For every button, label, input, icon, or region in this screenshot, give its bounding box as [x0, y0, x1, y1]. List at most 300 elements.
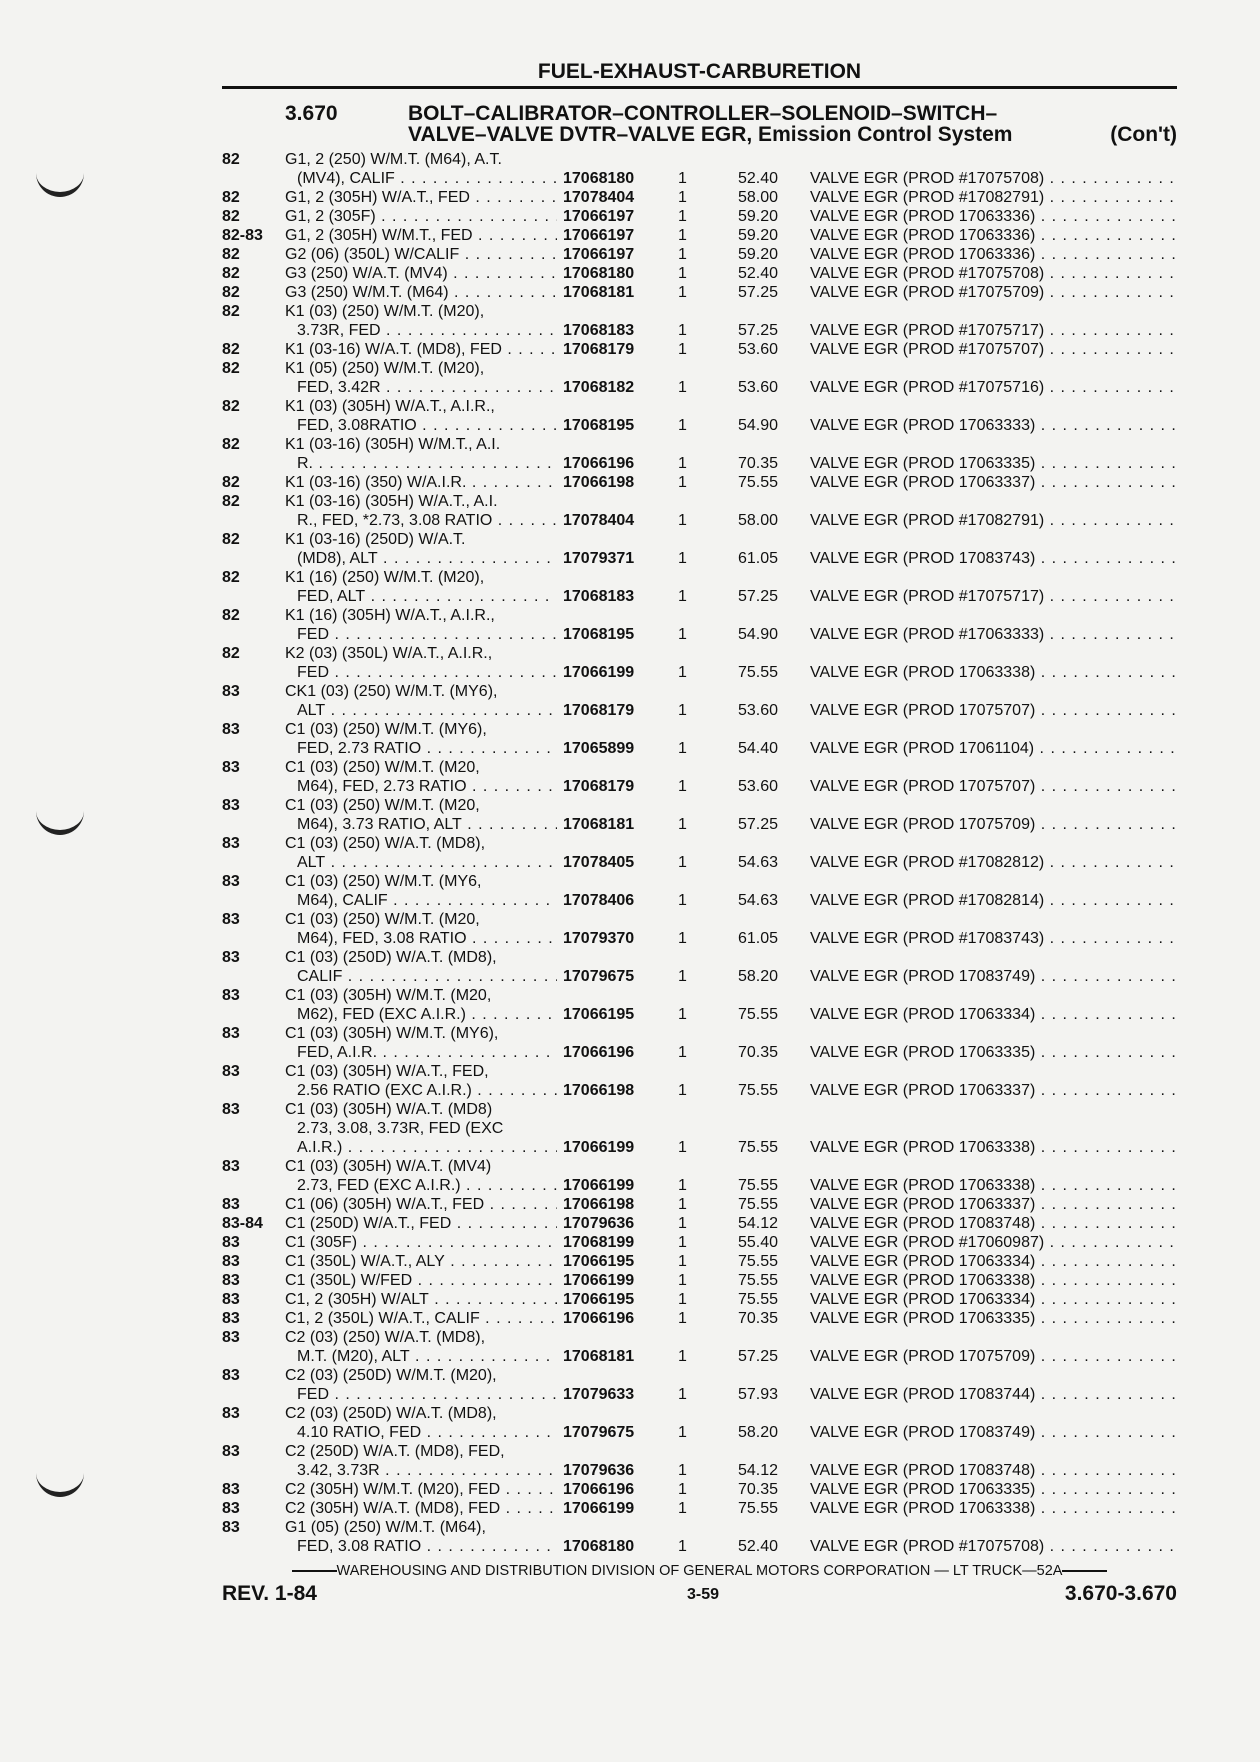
application-description [285, 1404, 557, 1423]
part-note-text: VALVE EGR (PROD 17083748) . . . [810, 1462, 1177, 1479]
part-entry-line [222, 1537, 1177, 1556]
description-text: C1 (03) (250) W/A.T. (MD8), [285, 835, 486, 852]
description-text: FED, ALT . . . [285, 588, 557, 605]
price: 70.35 [738, 455, 779, 472]
part-entry [222, 359, 1177, 397]
part-note [810, 1081, 1177, 1100]
model-year: 82 [222, 493, 240, 510]
part-note-text: VALVE EGR (PROD 17063336) . . . [810, 246, 1177, 263]
price: 54.90 [738, 626, 779, 643]
application-description [285, 777, 557, 796]
quantity: 1 [678, 550, 687, 567]
part-entry-line [222, 435, 1177, 454]
part-note [810, 1233, 1177, 1252]
application-description [285, 796, 557, 815]
description-text: C1, 2 (305H) W/ALT . . . [285, 1291, 557, 1308]
application-description [285, 1233, 557, 1252]
part-note [810, 1043, 1177, 1062]
application-description [285, 226, 557, 245]
part-note [810, 340, 1177, 359]
part-entry [222, 720, 1177, 758]
part-entry [222, 397, 1177, 435]
quantity: 1 [678, 588, 687, 605]
price: 54.12 [738, 1462, 779, 1479]
description-text: C1 (03) (250) W/M.T. (M20, [285, 911, 480, 928]
application-description [285, 891, 557, 910]
application-description [285, 1271, 557, 1290]
part-entry-line [222, 1252, 1177, 1271]
part-entry-line [222, 1043, 1177, 1062]
part-note [810, 625, 1177, 644]
continued-label: (Con't) [1110, 123, 1177, 146]
price: 75.55 [738, 474, 779, 491]
part-note-text: VALVE EGR (PROD #17075708) . . . [810, 1538, 1177, 1555]
description-text: C1 (03) (305H) W/A.T. (MD8) [285, 1101, 493, 1118]
model-year: 82 [222, 246, 240, 263]
part-entry-line [222, 1005, 1177, 1024]
part-entry-line [222, 302, 1177, 321]
part-number: 17065899 [563, 740, 635, 757]
quantity: 1 [678, 1538, 687, 1555]
footer [222, 1582, 1177, 1606]
description-text: 4.10 RATIO, FED . . . [285, 1424, 557, 1441]
part-number: 17079636 [563, 1462, 635, 1479]
part-entry-line [222, 1290, 1177, 1309]
part-number: 17068181 [563, 284, 635, 301]
footer-division-text: WAREHOUSING AND DISTRIBUTION DIVISION OF GENERAL MOTORS CORPORATION — LT TRUCK—52A [336, 1563, 1063, 1579]
application-description [285, 264, 557, 283]
part-entry-line [222, 910, 1177, 929]
quantity: 1 [678, 227, 687, 244]
part-entry-line [222, 758, 1177, 777]
part-note [810, 1309, 1177, 1328]
part-entry-line [222, 340, 1177, 359]
application-description [285, 416, 557, 435]
part-number: 17066198 [563, 1082, 635, 1099]
application-description [285, 340, 557, 359]
part-note-text: VALVE EGR (PROD #17082814) . . . [810, 892, 1177, 909]
part-number: 17066195 [563, 1006, 635, 1023]
model-year: 83 [222, 797, 240, 814]
part-entry [222, 1062, 1177, 1100]
price: 57.25 [738, 284, 779, 301]
part-note-text: VALVE EGR (PROD 17063334) . . . [810, 1006, 1177, 1023]
part-entry [222, 207, 1177, 226]
application-description [285, 1062, 557, 1081]
application-description [285, 1214, 557, 1233]
application-description [285, 663, 557, 682]
part-entry-line [222, 644, 1177, 663]
price: 75.55 [738, 1006, 779, 1023]
quantity: 1 [678, 1272, 687, 1289]
revision-label: REV. 1-84 [222, 1582, 317, 1605]
part-note [810, 815, 1177, 834]
description-text: C1, 2 (350L) W/A.T., CALIF . . . [285, 1310, 557, 1327]
part-entry-line [222, 1233, 1177, 1252]
part-entry-line [222, 492, 1177, 511]
part-number: 17078404 [563, 512, 635, 529]
model-year: 82 [222, 569, 240, 586]
description-text: K1 (03) (305H) W/A.T., A.I.R., [285, 398, 495, 415]
price: 57.25 [738, 322, 779, 339]
part-entry-line [222, 1100, 1177, 1119]
quantity: 1 [678, 1310, 687, 1327]
price: 52.40 [738, 1538, 779, 1555]
part-number: 17066196 [563, 1310, 635, 1327]
part-entry-line [222, 207, 1177, 226]
application-description [285, 682, 557, 701]
description-text: 2.73, FED (EXC A.I.R.) . . . [285, 1177, 557, 1194]
part-entry-line [222, 1138, 1177, 1157]
part-note-text: VALVE EGR (PROD 17063335) . . . [810, 1481, 1177, 1498]
part-note-text: VALVE EGR (PROD 17083748) . . . [810, 1215, 1177, 1232]
part-number: 17066199 [563, 664, 635, 681]
binder-hole-top [36, 170, 84, 197]
price: 75.55 [738, 1272, 779, 1289]
model-year: 83 [222, 1443, 240, 1460]
part-entry-line [222, 891, 1177, 910]
quantity: 1 [678, 892, 687, 909]
quantity: 1 [678, 1006, 687, 1023]
part-entry-line [222, 321, 1177, 340]
quantity: 1 [678, 740, 687, 757]
description-text: G1, 2 (305H) W/M.T., FED . . . [285, 227, 557, 244]
part-entry [222, 150, 1177, 188]
price: 58.20 [738, 1424, 779, 1441]
part-entry-line [222, 530, 1177, 549]
description-text: C2 (250D) W/A.T. (MD8), FED, [285, 1443, 505, 1460]
part-number: 17066196 [563, 1044, 635, 1061]
application-description [285, 435, 557, 454]
part-note-text: VALVE EGR (PROD 17063335) . . . [810, 1310, 1177, 1327]
part-entry-line [222, 777, 1177, 796]
part-entry [222, 1404, 1177, 1442]
description-text: C1 (305F) . . . [285, 1234, 557, 1251]
part-entry-line [222, 986, 1177, 1005]
application-description [285, 1537, 557, 1556]
description-text: C2 (305H) W/A.T. (MD8), FED . . . [285, 1500, 557, 1517]
part-note [810, 1005, 1177, 1024]
description-text: FED, 3.08RATIO . . . [285, 417, 557, 434]
part-entry [222, 1214, 1177, 1233]
price: 55.40 [738, 1234, 779, 1251]
model-year: 83 [222, 1253, 240, 1270]
model-year: 82 [222, 151, 240, 168]
part-entry-line [222, 1366, 1177, 1385]
part-entry [222, 872, 1177, 910]
part-entry-line [222, 948, 1177, 967]
price: 70.35 [738, 1481, 779, 1498]
part-entry-line [222, 283, 1177, 302]
part-number: 17066199 [563, 1272, 635, 1289]
part-note-text: VALVE EGR (PROD #17075716) . . . [810, 379, 1177, 396]
part-number: 17066196 [563, 1481, 635, 1498]
price: 53.60 [738, 778, 779, 795]
part-note-text: VALVE EGR (PROD 17063336) . . . [810, 208, 1177, 225]
description-text: CK1 (03) (250) W/M.T. (MY6), [285, 683, 498, 700]
quantity: 1 [678, 816, 687, 833]
part-number: 17066197 [563, 227, 635, 244]
description-text: FED, 2.73 RATIO . . . [285, 740, 557, 757]
part-entry-line [222, 853, 1177, 872]
part-number: 17079636 [563, 1215, 635, 1232]
description-text: G3 (250) W/A.T. (MV4) . . . [285, 265, 557, 282]
quantity: 1 [678, 1044, 687, 1061]
part-entry [222, 226, 1177, 245]
part-entry-line [222, 549, 1177, 568]
part-entry-line [222, 150, 1177, 169]
part-note-text: VALVE EGR (PROD #17082812) . . . [810, 854, 1177, 871]
part-note [810, 1499, 1177, 1518]
quantity: 1 [678, 1481, 687, 1498]
application-description [285, 644, 557, 663]
quantity: 1 [678, 474, 687, 491]
part-number: 17066199 [563, 1177, 635, 1194]
part-entry [222, 568, 1177, 606]
model-year: 83 [222, 1310, 240, 1327]
description-text: C1 (03) (305H) W/A.T. (MV4) [285, 1158, 492, 1175]
application-description [285, 1157, 557, 1176]
description-text: FED . . . [285, 1386, 557, 1403]
description-text: C1 (03) (250) W/M.T. (M20, [285, 797, 480, 814]
quantity: 1 [678, 1196, 687, 1213]
part-entry [222, 302, 1177, 340]
price: 58.00 [738, 189, 779, 206]
part-note-text: VALVE EGR (PROD 17063338) . . . [810, 1272, 1177, 1289]
application-description [285, 359, 557, 378]
description-text: (MV4), CALIF . . . [285, 170, 557, 187]
part-number: 17066195 [563, 1291, 635, 1308]
price: 75.55 [738, 1177, 779, 1194]
part-note-text: VALVE EGR (PROD 17063334) . . . [810, 1253, 1177, 1270]
quantity: 1 [678, 1177, 687, 1194]
description-text: CALIF . . . [285, 968, 557, 985]
section-title-line-1: BOLT–CALIBRATOR–CONTROLLER–SOLENOID–SWITCH– [408, 102, 998, 125]
application-description [285, 948, 557, 967]
part-note-text: VALVE EGR (PROD #17082791) . . . [810, 512, 1177, 529]
description-text: FED, 3.08 RATIO . . . [285, 1538, 557, 1555]
price: 59.20 [738, 208, 779, 225]
part-entry-line [222, 264, 1177, 283]
quantity: 1 [678, 512, 687, 529]
model-year: 83 [222, 721, 240, 738]
binder-hole-middle [36, 808, 84, 835]
quantity: 1 [678, 778, 687, 795]
part-entry-line [222, 188, 1177, 207]
application-description [285, 150, 557, 169]
description-text: FED . . . [285, 626, 557, 643]
part-entry-line [222, 1024, 1177, 1043]
part-entry [222, 264, 1177, 283]
description-text: C2 (305H) W/M.T. (M20), FED . . . [285, 1481, 557, 1498]
part-entry-line [222, 834, 1177, 853]
application-description [285, 378, 557, 397]
application-description [285, 1043, 557, 1062]
model-year: 82-83 [222, 227, 263, 244]
part-note [810, 454, 1177, 473]
application-description [285, 473, 557, 492]
application-description [285, 454, 557, 473]
description-text: R., FED, *2.73, 3.08 RATIO . . . [285, 512, 557, 529]
model-year: 82 [222, 284, 240, 301]
application-description [285, 283, 557, 302]
part-entry [222, 1100, 1177, 1157]
quantity: 1 [678, 170, 687, 187]
description-text: C1 (350L) W/A.T., ALY . . . [285, 1253, 557, 1270]
part-entry [222, 1252, 1177, 1271]
application-description [285, 815, 557, 834]
description-text: A.I.R.) . . . [285, 1139, 557, 1156]
part-note-text: VALVE EGR (PROD #17075717) . . . [810, 588, 1177, 605]
description-text: M62), FED (EXC A.I.R.) . . . [285, 1006, 557, 1023]
model-year: 82 [222, 360, 240, 377]
part-note [810, 473, 1177, 492]
application-description [285, 568, 557, 587]
part-note-text: VALVE EGR (PROD 17063338) . . . [810, 1139, 1177, 1156]
quantity: 1 [678, 930, 687, 947]
part-entry [222, 435, 1177, 473]
part-number: 17066199 [563, 1139, 635, 1156]
model-year: 82 [222, 265, 240, 282]
description-text: G3 (250) W/M.T. (M64) . . . [285, 284, 557, 301]
part-note-text: VALVE EGR (PROD #17083743) . . . [810, 930, 1177, 947]
description-text: K1 (05) (250) W/M.T. (M20), [285, 360, 485, 377]
quantity: 1 [678, 1462, 687, 1479]
part-note [810, 511, 1177, 530]
part-number: 17068179 [563, 702, 635, 719]
application-description [285, 1290, 557, 1309]
price: 75.55 [738, 1253, 779, 1270]
part-entry [222, 1271, 1177, 1290]
part-note [810, 549, 1177, 568]
part-entry-line [222, 568, 1177, 587]
application-description [285, 1385, 557, 1404]
quantity: 1 [678, 626, 687, 643]
part-entry [222, 1518, 1177, 1556]
quantity: 1 [678, 265, 687, 282]
part-note [810, 169, 1177, 188]
part-note-text: VALVE EGR (PROD 17083749) . . . [810, 1424, 1177, 1441]
price: 54.63 [738, 892, 779, 909]
part-entry-line [222, 625, 1177, 644]
part-note [810, 1423, 1177, 1442]
quantity: 1 [678, 189, 687, 206]
part-number: 17068180 [563, 170, 635, 187]
description-text: C1 (03) (305H) W/M.T. (MY6), [285, 1025, 499, 1042]
model-year: 82 [222, 645, 240, 662]
model-year: 82 [222, 208, 240, 225]
model-year: 83-84 [222, 1215, 263, 1232]
quantity: 1 [678, 1234, 687, 1251]
price: 54.63 [738, 854, 779, 871]
price: 70.35 [738, 1044, 779, 1061]
description-text: M64), CALIF . . . [285, 892, 557, 909]
description-text: FED, 3.42R . . . [285, 379, 557, 396]
quantity: 1 [678, 1253, 687, 1270]
part-number: 17066198 [563, 474, 635, 491]
part-entry [222, 1157, 1177, 1195]
part-entry-line [222, 587, 1177, 606]
parts-list [222, 150, 1177, 1556]
application-description [285, 606, 557, 625]
part-entry-line [222, 739, 1177, 758]
quantity: 1 [678, 702, 687, 719]
price: 54.90 [738, 417, 779, 434]
part-note [810, 207, 1177, 226]
description-text: (MD8), ALT . . . [285, 550, 557, 567]
quantity: 1 [678, 664, 687, 681]
part-note [810, 1480, 1177, 1499]
quantity: 1 [678, 1424, 687, 1441]
application-description [285, 910, 557, 929]
part-note-text: VALVE EGR (PROD 17063337) . . . [810, 474, 1177, 491]
part-entry-line [222, 378, 1177, 397]
description-text: K1 (03-16) (350) W/A.I.R. . . . [285, 474, 557, 491]
description-text: 2.56 RATIO (EXC A.I.R.) . . . [285, 1082, 557, 1099]
part-note [810, 739, 1177, 758]
part-note [810, 1271, 1177, 1290]
price: 61.05 [738, 550, 779, 567]
application-description [285, 1195, 557, 1214]
part-note-text: VALVE EGR (PROD #17075708) . . . [810, 265, 1177, 282]
part-note [810, 891, 1177, 910]
description-text: C2 (03) (250D) W/M.T. (M20), [285, 1367, 497, 1384]
part-number: 17079633 [563, 1386, 635, 1403]
quantity: 1 [678, 1139, 687, 1156]
part-note-text: VALVE EGR (PROD 17063337) . . . [810, 1082, 1177, 1099]
part-entry-line [222, 1176, 1177, 1195]
quantity: 1 [678, 379, 687, 396]
model-year: 83 [222, 835, 240, 852]
model-year: 83 [222, 987, 240, 1004]
part-note-text: VALVE EGR (PROD 17063337) . . . [810, 1196, 1177, 1213]
price: 53.60 [738, 702, 779, 719]
application-description [285, 929, 557, 948]
part-entry-line [222, 1347, 1177, 1366]
price: 52.40 [738, 170, 779, 187]
quantity: 1 [678, 1291, 687, 1308]
part-entry [222, 245, 1177, 264]
part-entry-line [222, 1518, 1177, 1537]
application-description [285, 739, 557, 758]
part-entry [222, 644, 1177, 682]
part-note-text: VALVE EGR (PROD 17063338) . . . [810, 664, 1177, 681]
part-entry-line [222, 967, 1177, 986]
part-note [810, 1290, 1177, 1309]
application-description [285, 1442, 557, 1461]
model-year: 83 [222, 949, 240, 966]
application-description [285, 188, 557, 207]
part-note [810, 245, 1177, 264]
part-entry [222, 188, 1177, 207]
part-note-text: VALVE EGR (PROD 17063338) . . . [810, 1177, 1177, 1194]
description-text: G1, 2 (305H) W/A.T., FED . . . [285, 189, 557, 206]
part-note [810, 1138, 1177, 1157]
part-entry-line [222, 796, 1177, 815]
application-description [285, 1252, 557, 1271]
binder-hole-bottom [36, 1470, 84, 1497]
part-entry-line [222, 1480, 1177, 1499]
quantity: 1 [678, 854, 687, 871]
part-number: 17068181 [563, 1348, 635, 1365]
part-entry [222, 606, 1177, 644]
description-text: C1 (03) (250) W/M.T. (MY6, [285, 873, 482, 890]
part-entry-line [222, 1404, 1177, 1423]
application-description [285, 986, 557, 1005]
model-year: 83 [222, 1196, 240, 1213]
part-note [810, 929, 1177, 948]
part-note [810, 1385, 1177, 1404]
